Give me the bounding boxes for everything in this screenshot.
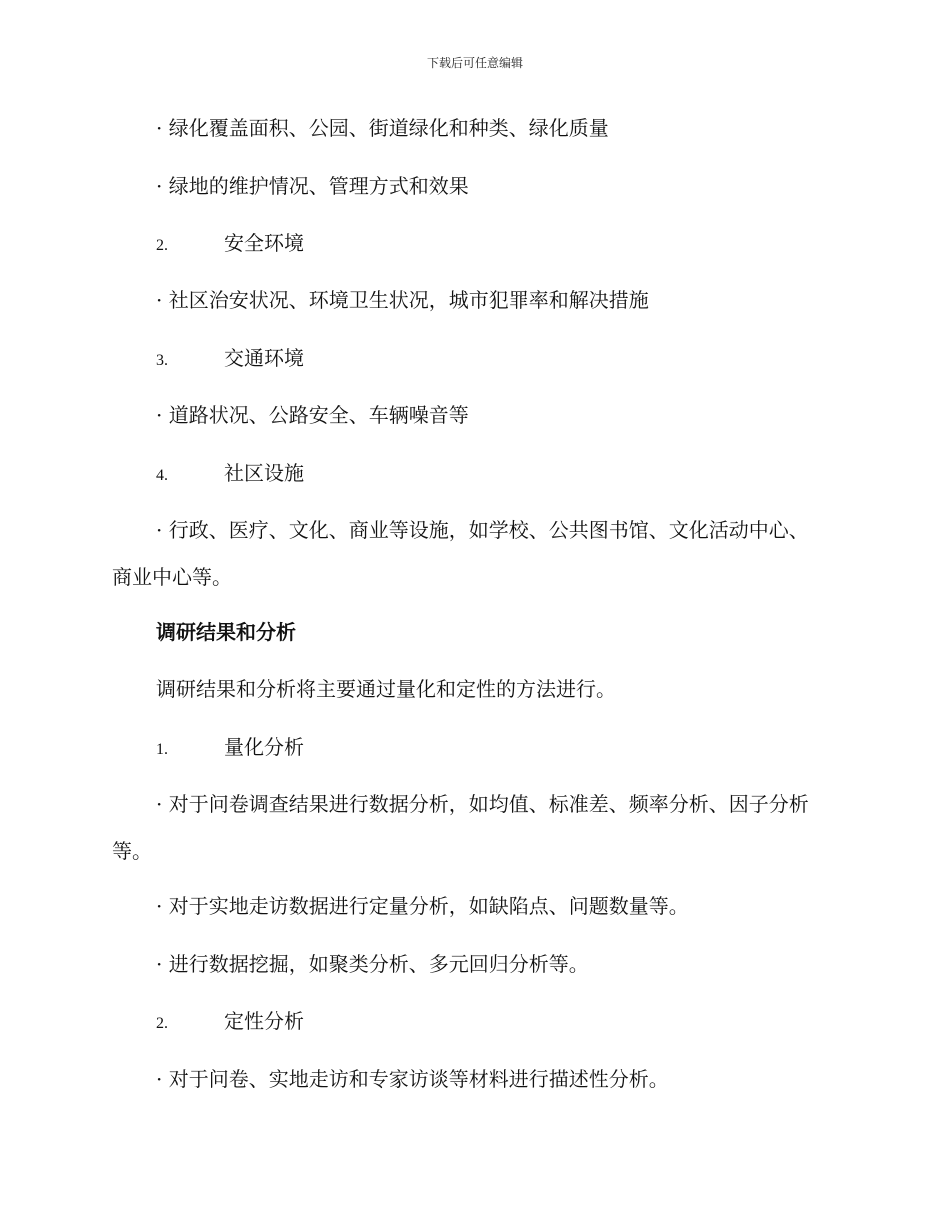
item-label: 安全环境 <box>224 231 304 255</box>
bullet-descriptive-analysis: · 对于问卷、实地走访和专家访谈等材料进行描述性分析。 <box>156 1067 669 1091</box>
item-number: 2. <box>156 1015 168 1032</box>
item-label: 社区设施 <box>224 461 304 485</box>
bullet-data-mining: · 进行数据挖掘，如聚类分析、多元回归分析等。 <box>156 952 589 976</box>
bullet-field-data: · 对于实地走访数据进行定量分析，如缺陷点、问题数量等。 <box>156 894 689 918</box>
item-traffic-environment <box>156 348 304 371</box>
page-header: 下载后可任意编辑 <box>426 56 523 70</box>
item-label: 量化分析 <box>224 735 304 759</box>
item-label: 交通环境 <box>224 346 304 370</box>
item-quantitative-analysis <box>156 737 304 760</box>
bullet-greening-coverage: · 绿化覆盖面积、公园、街道绿化和种类、绿化质量 <box>156 116 609 140</box>
section-heading: 调研结果和分析 <box>156 620 296 644</box>
section-intro: 调研结果和分析将主要通过量化和定性的方法进行。 <box>156 677 616 701</box>
item-number: 4. <box>156 467 168 484</box>
item-label: 定性分析 <box>224 1009 304 1033</box>
item-community-facilities <box>156 463 304 486</box>
item-qualitative-analysis <box>156 1011 304 1034</box>
bullet-greening-maintenance: · 绿地的维护情况、管理方式和效果 <box>156 174 469 198</box>
item-safety-environment <box>156 233 304 256</box>
bullet-traffic: · 道路状况、公路安全、车辆噪音等 <box>156 403 469 427</box>
item-number: 3. <box>156 352 168 369</box>
bullet-facilities: · 行政、医疗、文化、商业等设施，如学校、公共图书馆、文化活动中心、商业中心等。 <box>112 518 809 589</box>
item-number: 1. <box>156 741 168 758</box>
bullet-safety: · 社区治安状况、环境卫生状况，城市犯罪率和解决措施 <box>156 288 649 312</box>
bullet-questionnaire-analysis: · 对于问卷调查结果进行数据分析，如均值、标准差、频率分析、因子分析等。 <box>112 792 809 863</box>
item-number: 2. <box>156 237 168 254</box>
